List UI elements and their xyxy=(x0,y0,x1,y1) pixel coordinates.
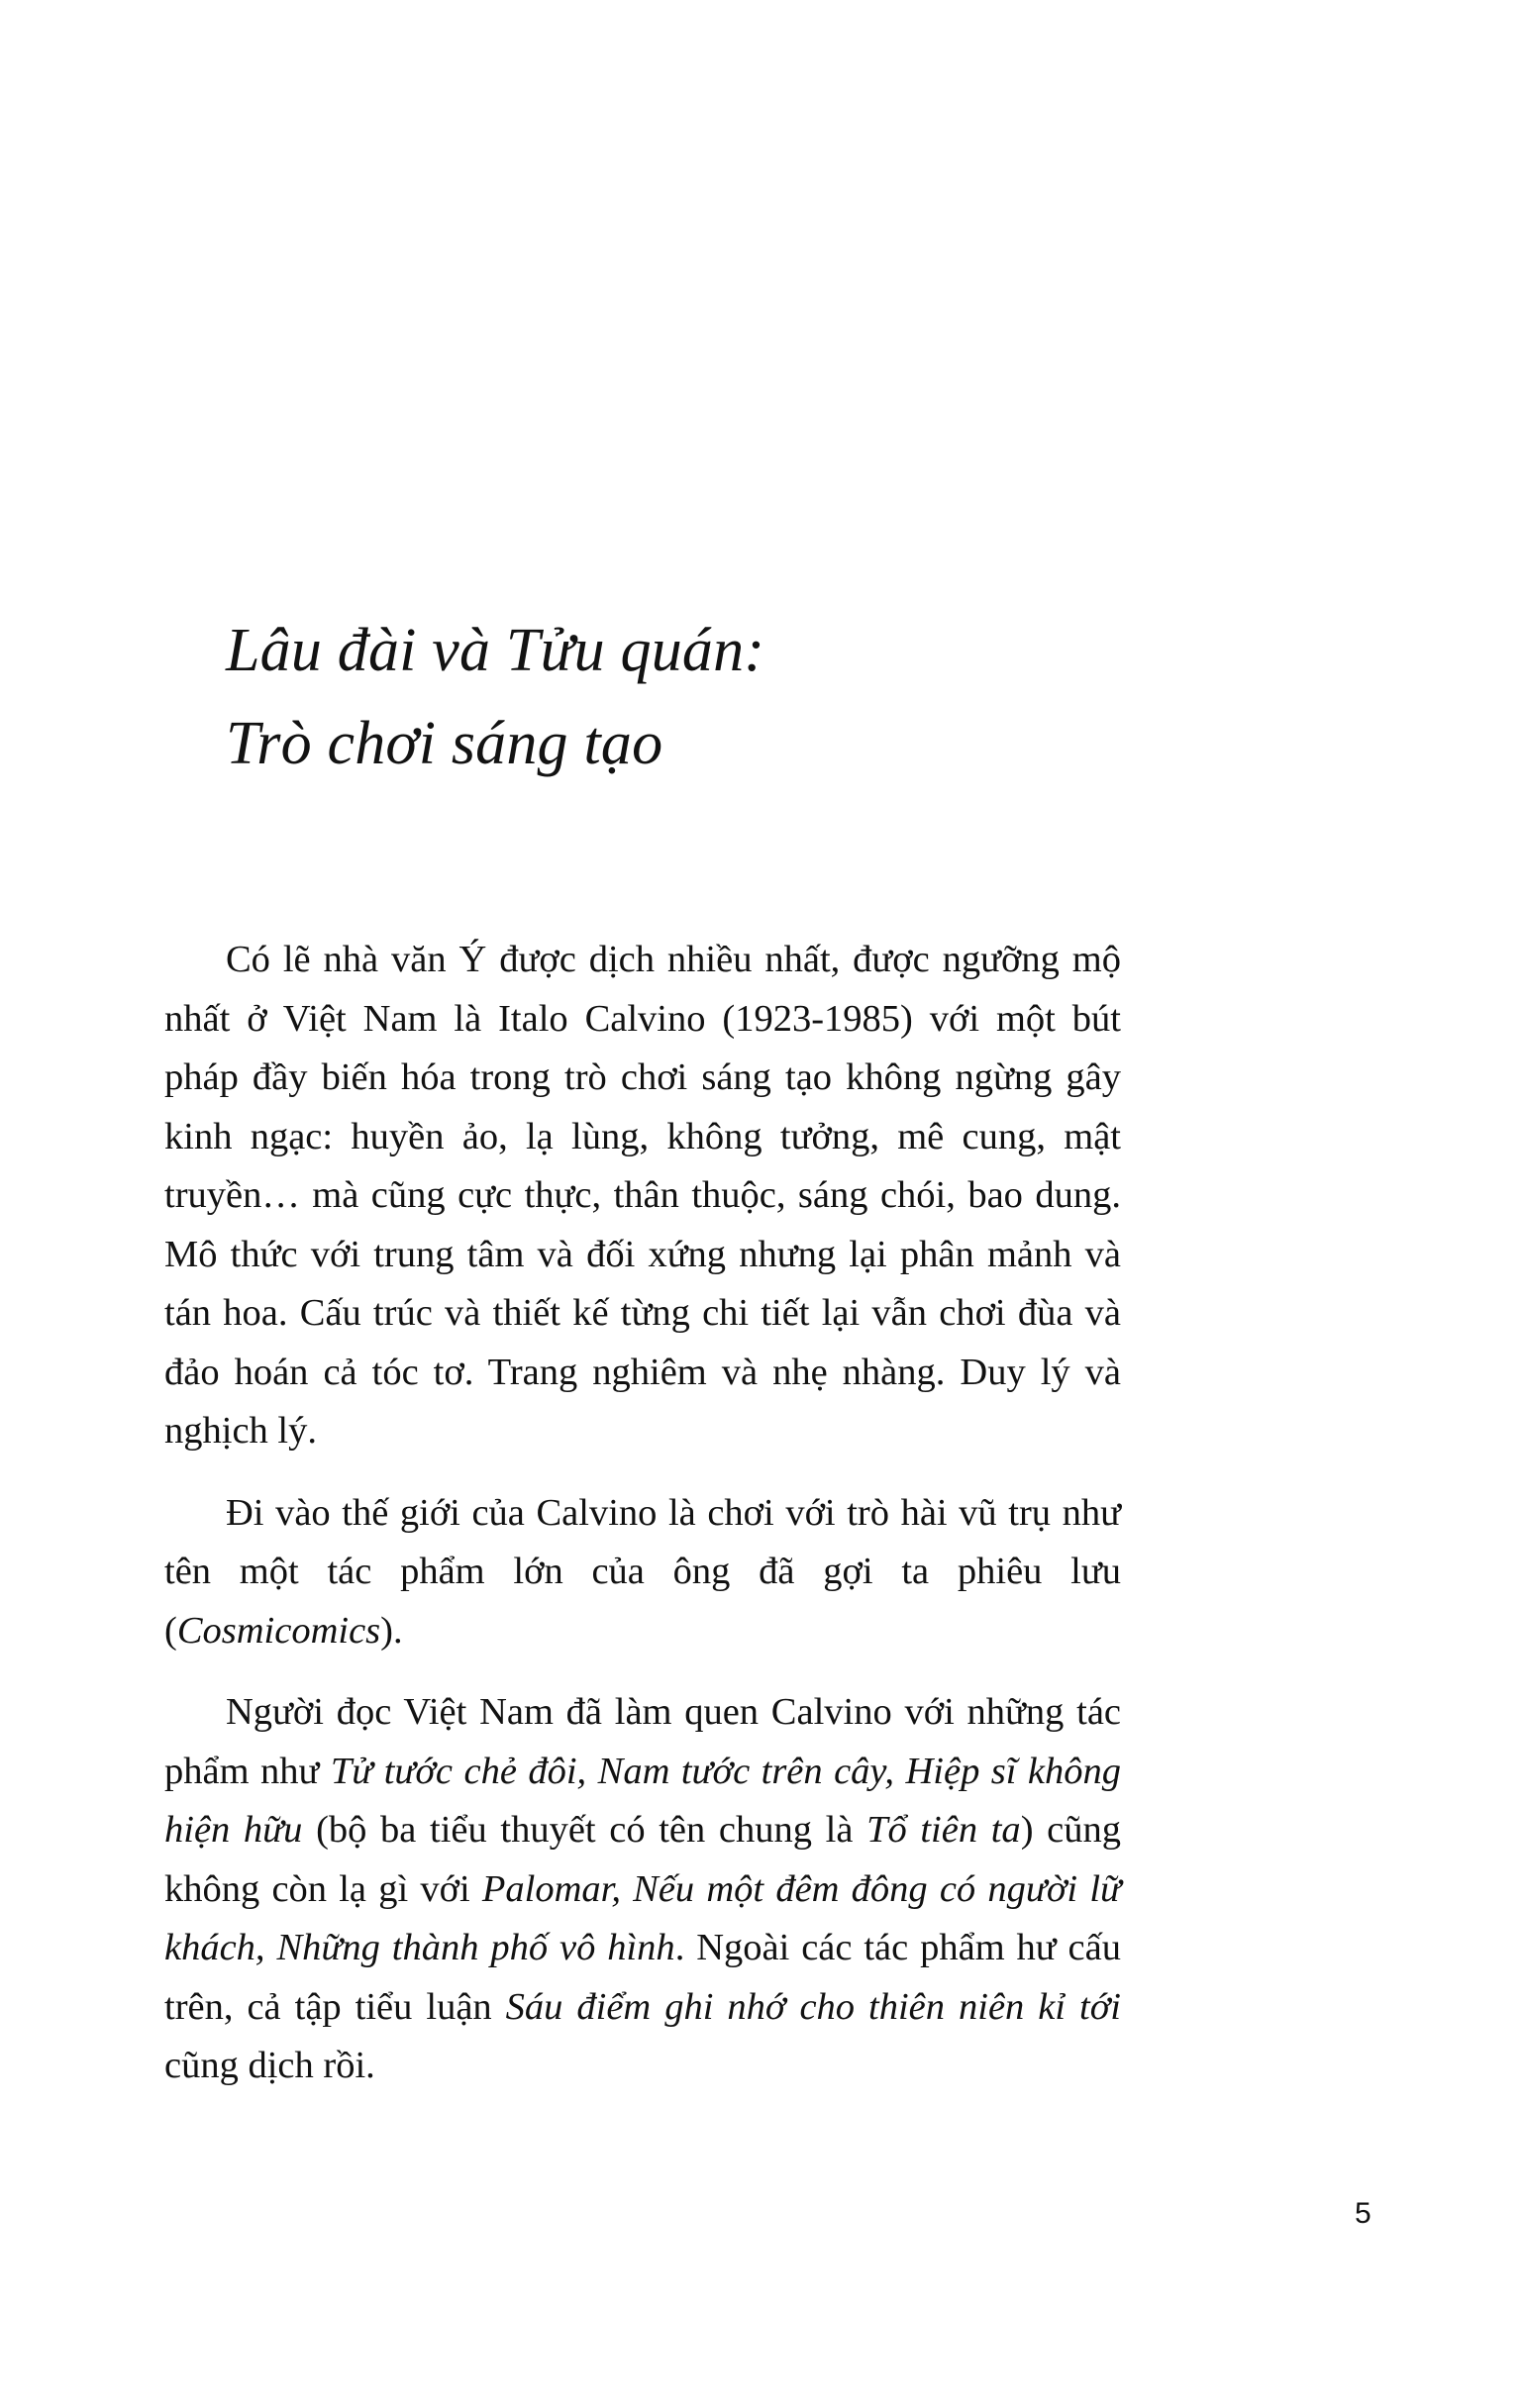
paragraph-2-text: Đi vào thế giới của Calvino là chơi với trò hài vũ trụ như tên một tác phẩm lớn của ông đã gợi ta phiêu lưu ( xyxy=(164,1491,1121,1652)
paragraph-2-text-end: ). xyxy=(380,1609,403,1652)
body-text xyxy=(164,931,1121,2119)
chapter-title-line-2: Trò chơi sáng tạo xyxy=(226,710,663,777)
paragraph-3-text-3: ) cũng không còn lạ gì với xyxy=(164,1809,1121,1910)
work-titles-trilogy: Tử tước chẻ đôi, Nam tước trên cây, Hiệp sĩ không hiện hữu xyxy=(164,1750,1121,1851)
page-number: 5 xyxy=(1355,2197,1372,2230)
paragraph-3-text-2: (bộ ba tiểu thuyết có tên chung là xyxy=(302,1809,867,1851)
paragraph-2 xyxy=(164,1484,1121,1661)
paragraph-3 xyxy=(164,1683,1121,2096)
chapter-title xyxy=(226,604,1216,790)
work-titles-others: Palomar, Nếu một đêm đông có người lữ khách, Những thành phố vô hình xyxy=(164,1867,1122,1968)
paragraph-3-text-4: . Ngoài các tác phẩm hư cấu trên, cả tập tiểu luận xyxy=(164,1927,1121,2028)
work-title-essays: Sáu điểm ghi nhớ cho thiên niên kỉ tới xyxy=(505,1985,1121,2028)
work-title-to-tien-ta: Tổ tiên ta xyxy=(866,1809,1021,1851)
chapter-title-line-1: Lâu đài và Tửu quán: xyxy=(226,617,765,684)
work-title-cosmicomics: Cosmicomics xyxy=(176,1609,381,1652)
paragraph-1: Có lẽ nhà văn Ý được dịch nhiều nhất, được ngưỡng mộ nhất ở Việt Nam là Italo Calvino (1923-1985) với một bút pháp đầy biến hóa trong trò chơi sáng tạo không ngừng gây kinh ngạc: huyền ảo, lạ lùng, không tưởng, mê cung, mật truyền… mà cũng cực thực, thân thuộc, sáng chói, bao dung. Mô thức với trung tâm và đối xứng nhưng lại phân mảnh và tán hoa. Cấu trúc và thiết kế từng chi tiết lại vẫn chơi đùa và đảo hoán cả tóc tơ. Trang nghiêm và nhẹ nhàng. Duy lý và nghịch lý. xyxy=(164,939,1121,1452)
paragraph-3-text-5: cũng dịch rồi. xyxy=(164,2045,375,2086)
paragraph-3-text-1: Người đọc Việt Nam đã làm quen Calvino với những tác phẩm như xyxy=(164,1691,1121,1792)
